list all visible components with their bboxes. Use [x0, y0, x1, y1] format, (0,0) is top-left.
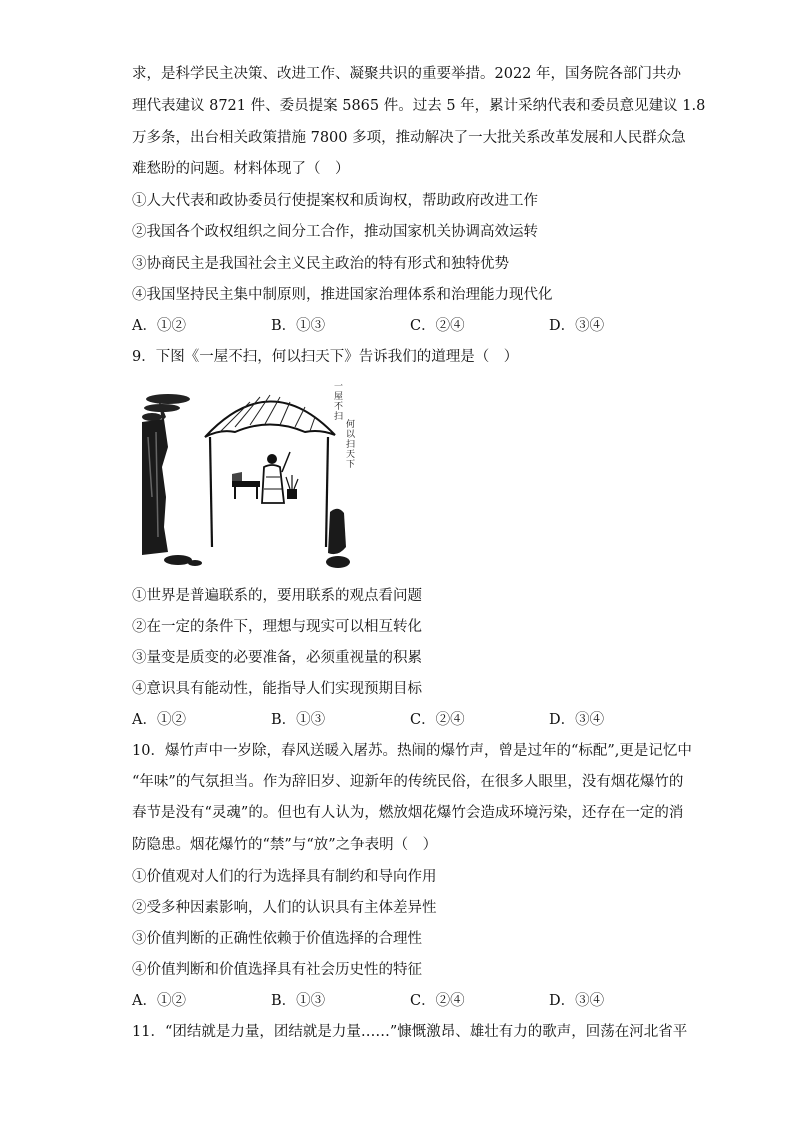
q9-statement-3: ③量变是质变的必要准备，必须重视量的积累	[132, 650, 422, 666]
q8-line-3: 万多条，出台相关政策措施 7800 多项，推动解决了一大批关系改革发展和人民群众急	[132, 130, 686, 146]
q9-stem: 9．下图《一屋不扫，何以扫天下》告诉我们的道理是（ ）	[132, 349, 519, 365]
q9-figure	[140, 377, 355, 572]
plant-pot-icon	[286, 475, 298, 499]
q8-option-b[interactable]: B．①③	[271, 318, 326, 334]
figure-caption-col2: 何以扫天下	[344, 419, 354, 469]
q8-option-a[interactable]: A．①②	[132, 318, 186, 334]
q10-line-1: 10．爆竹声中一岁除，春风送暖入屠苏。热闹的爆竹声，曾是过年的“标配”,更是记忆中	[132, 743, 692, 759]
q8-line-2: 理代表建议 8721 件、委员提案 5865 件。过去 5 年，累计采纳代表和委员意见建议 1.8	[132, 98, 706, 114]
rock-right-icon	[326, 509, 350, 568]
ink-painting-illustration	[140, 377, 355, 572]
q9-statement-2: ②在一定的条件下，理想与现实可以相互转化	[132, 619, 422, 635]
q8-option-c[interactable]: C．②④	[410, 318, 465, 334]
q9-statement-1: ①世界是普遍联系的，要用联系的观点看问题	[132, 588, 422, 604]
q10-option-c[interactable]: C．②④	[410, 993, 465, 1009]
q10-line-2: “年味”的气氛担当。作为辞旧岁、迎新年的传统民俗，在很多人眼里，没有烟花爆竹的	[132, 774, 684, 790]
q8-statement-1: ①人大代表和政协委员行使提案权和质询权，帮助政府改进工作	[132, 193, 538, 209]
q10-option-d[interactable]: D．③④	[549, 993, 605, 1009]
q9-option-d[interactable]: D．③④	[549, 712, 605, 728]
q9-options	[132, 710, 692, 730]
q8-option-d[interactable]: D．③④	[549, 318, 605, 334]
figure-caption-col1: 一屋不扫	[332, 381, 342, 421]
q9-option-c[interactable]: C．②④	[410, 712, 465, 728]
q10-statement-1: ①价值观对人们的行为选择具有制约和导向作用	[132, 869, 437, 885]
q10-statement-4: ④价值判断和价值选择具有社会历史性的特征	[132, 962, 422, 978]
q10-statement-3: ③价值判断的正确性依赖于价值选择的合理性	[132, 931, 422, 947]
q10-option-b[interactable]: B．①③	[271, 993, 326, 1009]
q8-line-1: 求，是科学民主决策、改进工作、凝聚共识的重要举措。2022 年，国务院各部门共办	[132, 66, 682, 82]
thatched-roof-icon	[205, 395, 335, 437]
q9-statement-4: ④意识具有能动性，能指导人们实现预期目标	[132, 681, 422, 697]
q10-option-a[interactable]: A．①②	[132, 993, 186, 1009]
q10-line-4: 防隐患。烟花爆竹的“禁”与“放”之争表明（ ）	[132, 837, 438, 853]
q8-options	[132, 316, 692, 336]
q11-line-1: 11．“团结就是力量，团结就是力量……”慷慨激昂、雄壮有力的歌声，回荡在河北省平	[132, 1024, 688, 1040]
ground-stones-icon	[164, 555, 202, 566]
q8-statement-4: ④我国坚持民主集中制原则，推进国家治理体系和治理能力现代化	[132, 287, 553, 303]
q8-statement-2: ②我国各个政权组织之间分工合作，推动国家机关协调高效运转	[132, 224, 538, 240]
pine-tree-icon	[142, 394, 190, 421]
table-icon	[232, 472, 260, 499]
q8-statement-3: ③协商民主是我国社会主义民主政治的特有形式和独特优势	[132, 256, 509, 272]
q9-option-a[interactable]: A．①②	[132, 712, 186, 728]
q10-options	[132, 991, 692, 1011]
q10-line-3: 春节是没有“灵魂”的。但也有人认为，燃放烟花爆竹会造成环境污染，还存在一定的消	[132, 805, 684, 821]
q8-line-4: 难愁盼的问题。材料体现了（ ）	[132, 161, 350, 177]
q9-option-b[interactable]: B．①③	[271, 712, 326, 728]
q10-statement-2: ②受多种因素影响，人们的认识具有主体差异性	[132, 900, 437, 916]
rock-pillar-icon	[142, 419, 168, 555]
